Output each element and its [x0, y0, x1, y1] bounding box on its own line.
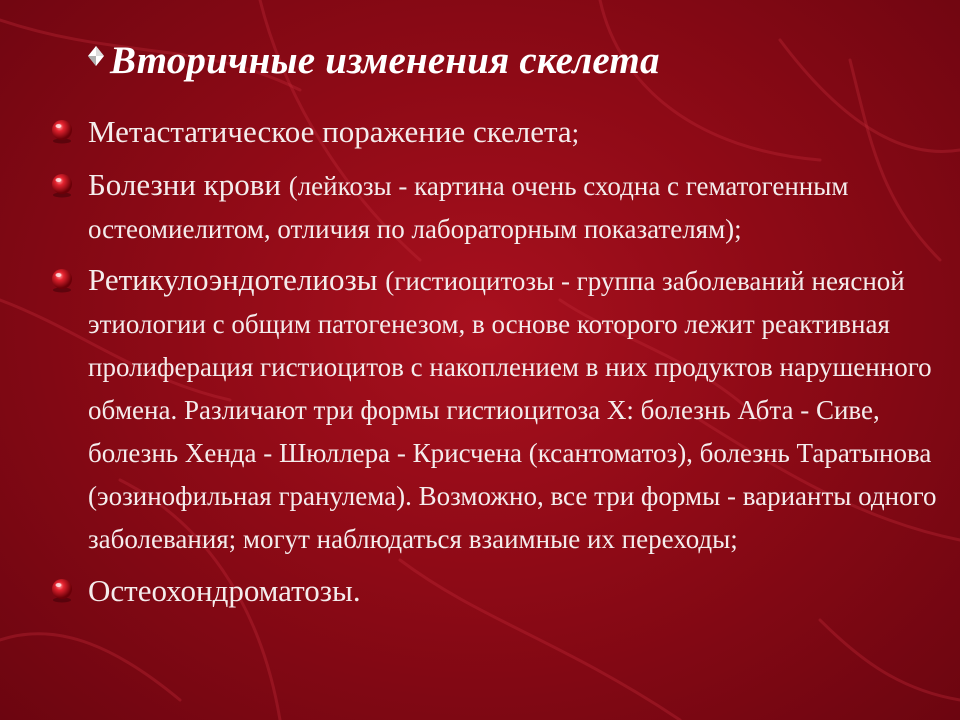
list-item — [48, 166, 953, 253]
bullet-rest-text: (лейкозы - картина очень сходна с гематогенным остеомиелитом, отличия по лабораторным показателям); — [88, 171, 849, 244]
list-item — [48, 261, 953, 563]
list-item — [48, 571, 953, 617]
bullet-list — [48, 112, 953, 625]
diamond-arrow-icon — [84, 44, 108, 68]
red-sphere-icon — [48, 576, 76, 604]
red-sphere-icon — [48, 117, 76, 145]
bullet-rest-text: (гистиоцитозы - группа заболеваний неясной этиологии с общим патогенезом, в основе которого лежит реактивная пролиферация гистиоцитов с накоплением в них продуктов нарушенного обмена. Различают три формы гистиоцитоза X: болезнь Абта - Сиве, болезнь Хенда - Шюллера - Крисчена (ксантоматоз), болезнь Таратынова (эозинофильная гранулема). Возможно, все три формы - варианты одного заболевания; могут наблюдаться взаимные их переходы; — [88, 266, 937, 554]
list-item — [48, 112, 953, 158]
bullet-lead-text: Метастатическое поражение скелета — [88, 114, 572, 149]
bullet-lead-text: Ретикулоэндотелиозы — [88, 262, 386, 297]
bullet-lead-text: Болезни крови — [88, 167, 289, 202]
red-sphere-icon — [48, 171, 76, 199]
bullet-rest-text: ; — [571, 118, 580, 148]
red-sphere-icon — [48, 266, 76, 294]
bullet-lead-text: Остеохондроматозы. — [88, 573, 361, 608]
page-title: Вторичные изменения скелета — [110, 39, 660, 82]
title-row — [84, 38, 944, 83]
